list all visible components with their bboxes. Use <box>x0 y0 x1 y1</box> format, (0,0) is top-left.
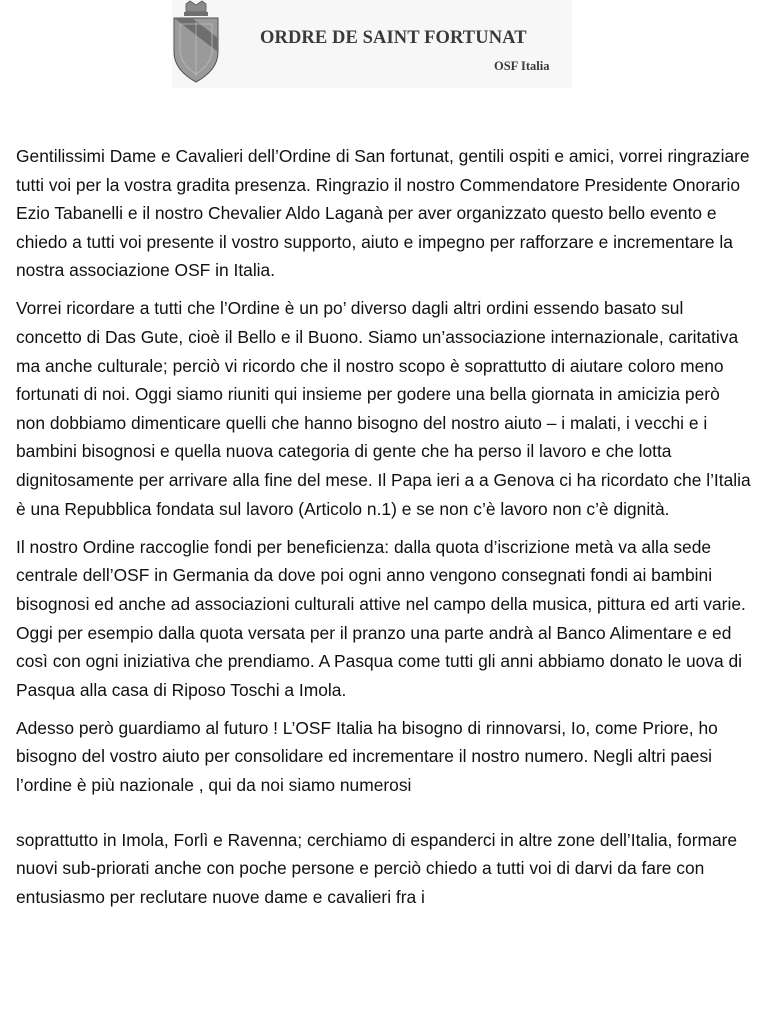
org-name: ORDRE DE SAINT FORTUNAT <box>260 28 527 48</box>
paragraph-order-mission: Vorrei ricordare a tutti che l’Ordine è un po’ diverso dagli altri ordini essendo basato sul concetto di Das Gute, cioè il Bello e il Buono. Siamo un’associazione internazionale, caritativa ma anche culturale; perciò vi ricordo che il nostro scopo è soprattutto di aiutare coloro meno fortunati di noi. Oggi siamo riuniti qui insieme per godere una bella giornata in amicizia però non dobbiamo dimenticare quelli che hanno bisogno del nostro aiuto – i malati, i vecchi e i bambini bisognosi e quella nuova categoria di gente che ha perso il lavoro e che lotta dignitosamente per arrivare alla fine del mese. Il Papa ieri a a Genova ci ha ricordato che l’Italia è una Repubblica fondata sul lavoro (Articolo n.1) e se non c’è lavoro non c’è dignità. <box>16 298 751 519</box>
paragraph-future: Adesso però guardiamo al futuro ! L’OSF Italia ha bisogno di rinnovarsi, Io, come Priore, ho bisogno del vostro aiuto per consolidare ed incrementare il nostro numero. Negli altri paesi l’ordine è più nazionale , qui da noi siamo numerosi <box>16 717 718 795</box>
paragraph-expansion: soprattutto in Imola, Forlì e Ravenna; cerchiamo di espanderci in altre zone dell’Italia, formare nuovi sub-priorati anche con poche persone e perciò chiedo a tutti voi di darvi da fare con entusiasmo per reclutare nuove dame e cavalieri fra i <box>16 829 738 907</box>
letter-body <box>16 142 752 921</box>
paragraph-fundraising: Il nostro Ordine raccoglie fondi per beneficienza: dalla quota d’iscrizione metà va alla sede centrale dell’OSF in Germania da dove poi ogni anno vengono consegnati fondi ai bambini bisognosi ed anche ad associazioni culturali attive nel campo della musica, pittura ed arti varie. Oggi per esempio dalla quota versata per il pranzo una parte andrà al Banco Alimentare e ed così con ogni iniziativa che prendiamo. A Pasqua come tutti gli anni abbiamo donato le uova di Pasqua alla casa di Riposo Toschi a Imola. <box>16 536 746 700</box>
org-subtitle: OSF Italia <box>494 59 550 73</box>
heraldic-shield-icon <box>172 0 220 84</box>
paragraph-greeting: Gentilissimi Dame e Cavalieri dell’Ordine di San fortunat, gentili ospiti e amici, vorrei ringraziare tutti voi per la vostra gradita presenza. Ringrazio il nostro Commendatore Presidente Onorario Ezio Tabanelli e il nostro Chevalier Aldo Laganà per aver organizzato questo bello evento e chiedo a tutti voi presente il vostro supporto, aiuto e impegno per rafforzare e incrementare la nostra associazione OSF in Italia. <box>16 146 750 281</box>
letterhead <box>172 0 572 88</box>
